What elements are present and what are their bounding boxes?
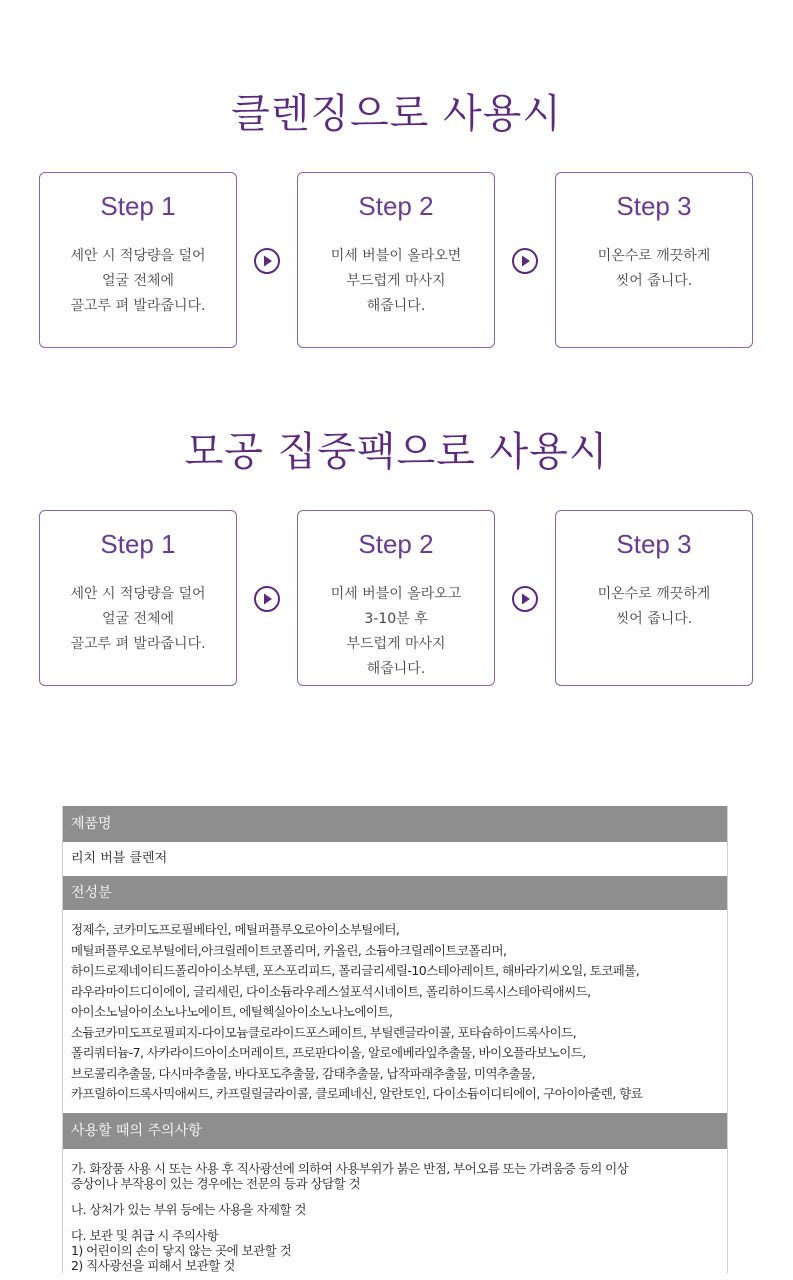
step-label: Step 1: [100, 191, 176, 221]
ingredients-line: 아이소노닐아이소노나노에이트, 에틸헥실아이소노나노에이트,: [71, 1004, 393, 1019]
step-label: Step 2: [358, 529, 434, 559]
caution-list: [63, 1149, 727, 1273]
ingredients-line: 브로콜리추출물, 다시마추출물, 바다포도추출물, 감태추출물, 납작파래추출물, 미역추출물,: [71, 1065, 536, 1081]
step-line: 미세 버블이 올라오면: [330, 248, 462, 264]
step-line: 미온수로 깨끗하게: [597, 248, 711, 264]
step-line: 미온수로 깨끗하게: [597, 586, 711, 602]
cleansing-step-3-card: [555, 172, 753, 348]
step-label: Step 1: [100, 529, 176, 559]
step-line: 3-10분 후: [364, 611, 428, 627]
pack-step-2-card: [297, 510, 495, 686]
ingredients-line: 폴리쿼터늄-7, 사카라이드아이소머레이트, 프로판다이올, 알로에베라잎추출물, 바이오플라보노이드,: [71, 1045, 586, 1060]
ingredients-line: 카프릴하이드록사믹애씨드, 카프릴릴글라이콜, 클로페네신, 알란토인, 다이소듐이디티에이, 구아이아줄렌, 향료: [71, 1086, 643, 1101]
play-arrow-icon: [512, 586, 538, 612]
step-description: [40, 244, 236, 319]
step-label: Step 2: [358, 191, 434, 221]
step-line: 씻어 줍니다.: [615, 611, 693, 627]
caution-line: 2) 직사광선을 피해서 보관할 것: [71, 1257, 235, 1273]
play-arrow-icon: [512, 248, 538, 274]
step-description: [298, 244, 494, 319]
step-description: [556, 582, 752, 632]
step-line: 해줍니다.: [366, 298, 426, 314]
caution-header: 사용할 때의 주의사항: [63, 1113, 727, 1149]
ingredients-list: [63, 910, 727, 1113]
step-line: 골고루 펴 발라줍니다.: [70, 298, 206, 314]
step-line: 얼굴 전체에: [101, 273, 175, 289]
product-name-header: 제품명: [63, 806, 727, 842]
step-label: Step 3: [616, 529, 692, 559]
step-description: [556, 244, 752, 294]
cleansing-step-1-card: [39, 172, 237, 348]
step-line: 세안 시 적당량을 덜어: [70, 586, 206, 602]
step-line: 세안 시 적당량을 덜어: [70, 248, 206, 264]
step-line: 골고루 펴 발라줍니다.: [70, 636, 206, 652]
caution-line: 나. 상처가 있는 부위 등에는 사용을 자제할 것: [71, 1201, 306, 1217]
ingredients-line: 소듐코카미도프로필피지-다이모늄클로라이드포스페이트, 부틸렌글라이콜, 포타슘하이드록사이드,: [71, 1024, 577, 1040]
caution-line: 증상이나 부작용이 있는 경우에는 전문의 등과 상담할 것: [71, 1175, 361, 1191]
play-arrow-icon: [254, 586, 280, 612]
cleansing-section-title: 클렌징으로 사용시: [231, 91, 562, 137]
ingredients-line: 라우라마이드디이에이, 글리세린, 다이소듐라우레스설포석시네이트, 폴리하이드록시스테아릭애씨드,: [71, 983, 591, 999]
pack-section-title: 모공 집중팩으로 사용시: [184, 429, 609, 475]
step-line: 부드럽게 마사지: [346, 636, 446, 652]
pack-step-3-card: [555, 510, 753, 686]
step-description: [298, 582, 494, 682]
ingredients-line: 정제수, 코카미도프로필베타인, 메틸퍼플루오로아이소부틸에터,: [71, 922, 400, 937]
step-label: Step 3: [616, 191, 692, 221]
step-line: 미세 버블이 올라오고: [330, 586, 462, 602]
pack-step-1-card: [39, 510, 237, 686]
caution-line: 가. 화장품 사용 시 또는 사용 후 직사광선에 의하여 사용부위가 붉은 반점, 부어오름 또는 가려움증 등의 이상: [71, 1160, 629, 1176]
ingredients-line: 메틸퍼플루오로부틸에터,아크릴레이트코폴리머, 카올린, 소듐아크릴레이트코폴리머,: [71, 942, 507, 958]
step-description: [40, 582, 236, 657]
step-line: 부드럽게 마사지: [346, 273, 446, 289]
play-arrow-icon: [254, 248, 280, 274]
step-line: 해줍니다.: [366, 661, 426, 677]
ingredients-header: 전성분: [63, 876, 727, 910]
ingredients-line: 하이드로제네이티드폴리아이소부텐, 포스포리피드, 폴리글리세릴-10스테아레이트, 해바라기씨오일, 토코페롤,: [71, 963, 640, 978]
product-name-value: 리치 버블 클렌저: [71, 851, 168, 866]
caution-line: 1) 어린이의 손이 닿지 않는 곳에 보관할 것: [71, 1242, 292, 1258]
caution-line: 다. 보관 및 취급 시 주의사항: [71, 1227, 219, 1243]
cleansing-step-2-card: [297, 172, 495, 348]
step-line: 씻어 줍니다.: [615, 273, 693, 289]
step-line: 얼굴 전체에: [101, 611, 175, 627]
product-info-table: [62, 806, 728, 1273]
